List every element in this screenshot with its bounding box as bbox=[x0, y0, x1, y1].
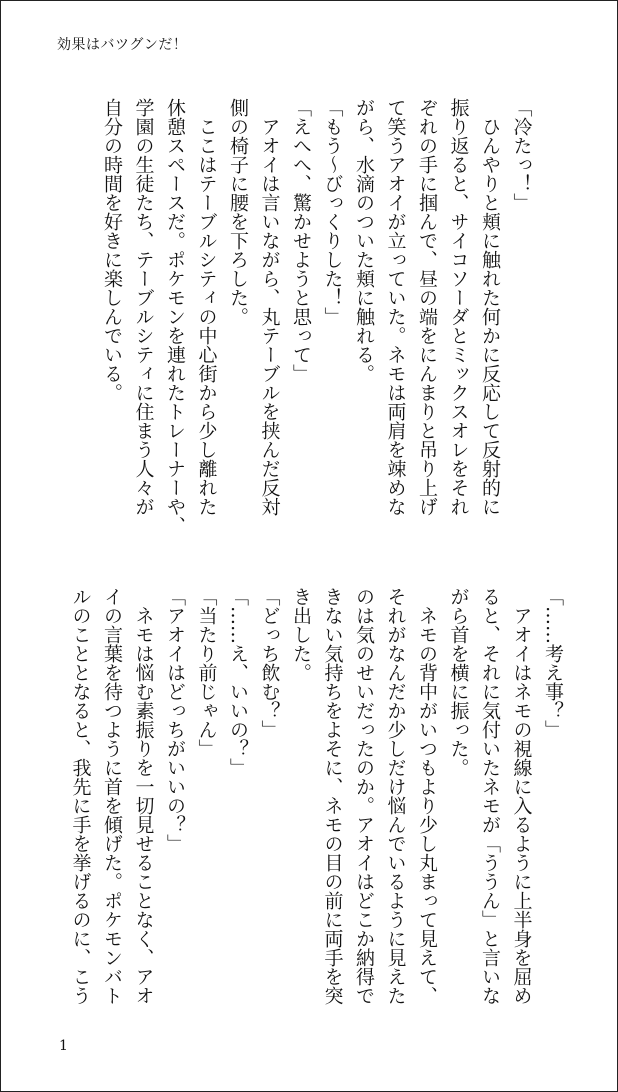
text-column: 「……考え事？」 bbox=[542, 587, 564, 739]
text-column: 学園の生徒たち、テーブルシティに住まう人々が bbox=[132, 98, 155, 516]
lower-text-block bbox=[64, 587, 568, 1027]
text-column: 「どっち飲む？」 bbox=[258, 587, 281, 739]
text-column: ルのこととなると、我先に手を挙げるのに、こう bbox=[69, 587, 92, 1005]
upper-text-block bbox=[64, 98, 568, 538]
text-column: ると、それに気付いたネモが「ううん」と言いな bbox=[479, 587, 501, 1005]
text-column: のは気のせいだったのか。アオイはどこか納得で bbox=[353, 587, 375, 1005]
text-column: 振り返ると、サイコソーダとミックスオレをそれ bbox=[447, 98, 470, 516]
text-column: 「……え、いいの？」 bbox=[227, 587, 249, 777]
text-column: 「冷たっ！」 bbox=[510, 98, 533, 212]
text-column: ネモの背中がいつもより少し丸まって見えて、 bbox=[416, 587, 438, 1005]
text-column: 「当たり前じゃん」 bbox=[195, 587, 218, 758]
text-column: きない気持ちをよそに、ネモの目の前に両手を突 bbox=[321, 587, 344, 1005]
text-column: アオイは言いながら、丸テーブルを挟んだ反対 bbox=[258, 98, 281, 516]
text-column: それがなんだか少しだけ悩んでいるように見えた bbox=[384, 587, 407, 1005]
running-header-title: 効果はバツグンだ！ bbox=[57, 37, 188, 53]
text-column: き出した。 bbox=[290, 587, 312, 682]
text-column: て笑うアオイが立っていた。ネモは両肩を竦めな bbox=[384, 98, 407, 516]
text-column: ひんやりと頬に触れた何かに反応して反射的に bbox=[479, 98, 501, 516]
text-column: アオイはネモの視線に入るように上半身を屈め bbox=[510, 587, 533, 1005]
text-column: がら首を横に振った。 bbox=[447, 587, 470, 777]
text-column: ネモは悩む素振りを一切見せることなく、アオ bbox=[132, 587, 155, 1005]
text-column: がら、水滴のついた頬に触れる。 bbox=[353, 98, 375, 383]
text-column: 側の椅子に腰を下ろした。 bbox=[227, 98, 249, 326]
text-column: ここはテーブルシティの中心街から少し離れた bbox=[195, 98, 218, 516]
text-column: 「アオイはどっちがいいの？」 bbox=[164, 587, 186, 853]
page-number: 1 bbox=[59, 1038, 68, 1054]
text-column: ぞれの手に掴んで、昼の端をにんまりと吊り上げ bbox=[416, 98, 438, 516]
text-column: 休憩スペースだ。ポケモンを連れたトレーナーや、 bbox=[164, 98, 186, 535]
text-column: 「えへへ、驚かせようと思って」 bbox=[290, 98, 312, 383]
text-column: イの言葉を待つように首を傾げた。ポケモンバト bbox=[101, 587, 123, 1005]
text-column: 「もう～びっくりした！」 bbox=[321, 98, 344, 326]
blank-column bbox=[537, 98, 569, 538]
text-column: 自分の時間を好きに楽しんでいる。 bbox=[101, 98, 123, 402]
